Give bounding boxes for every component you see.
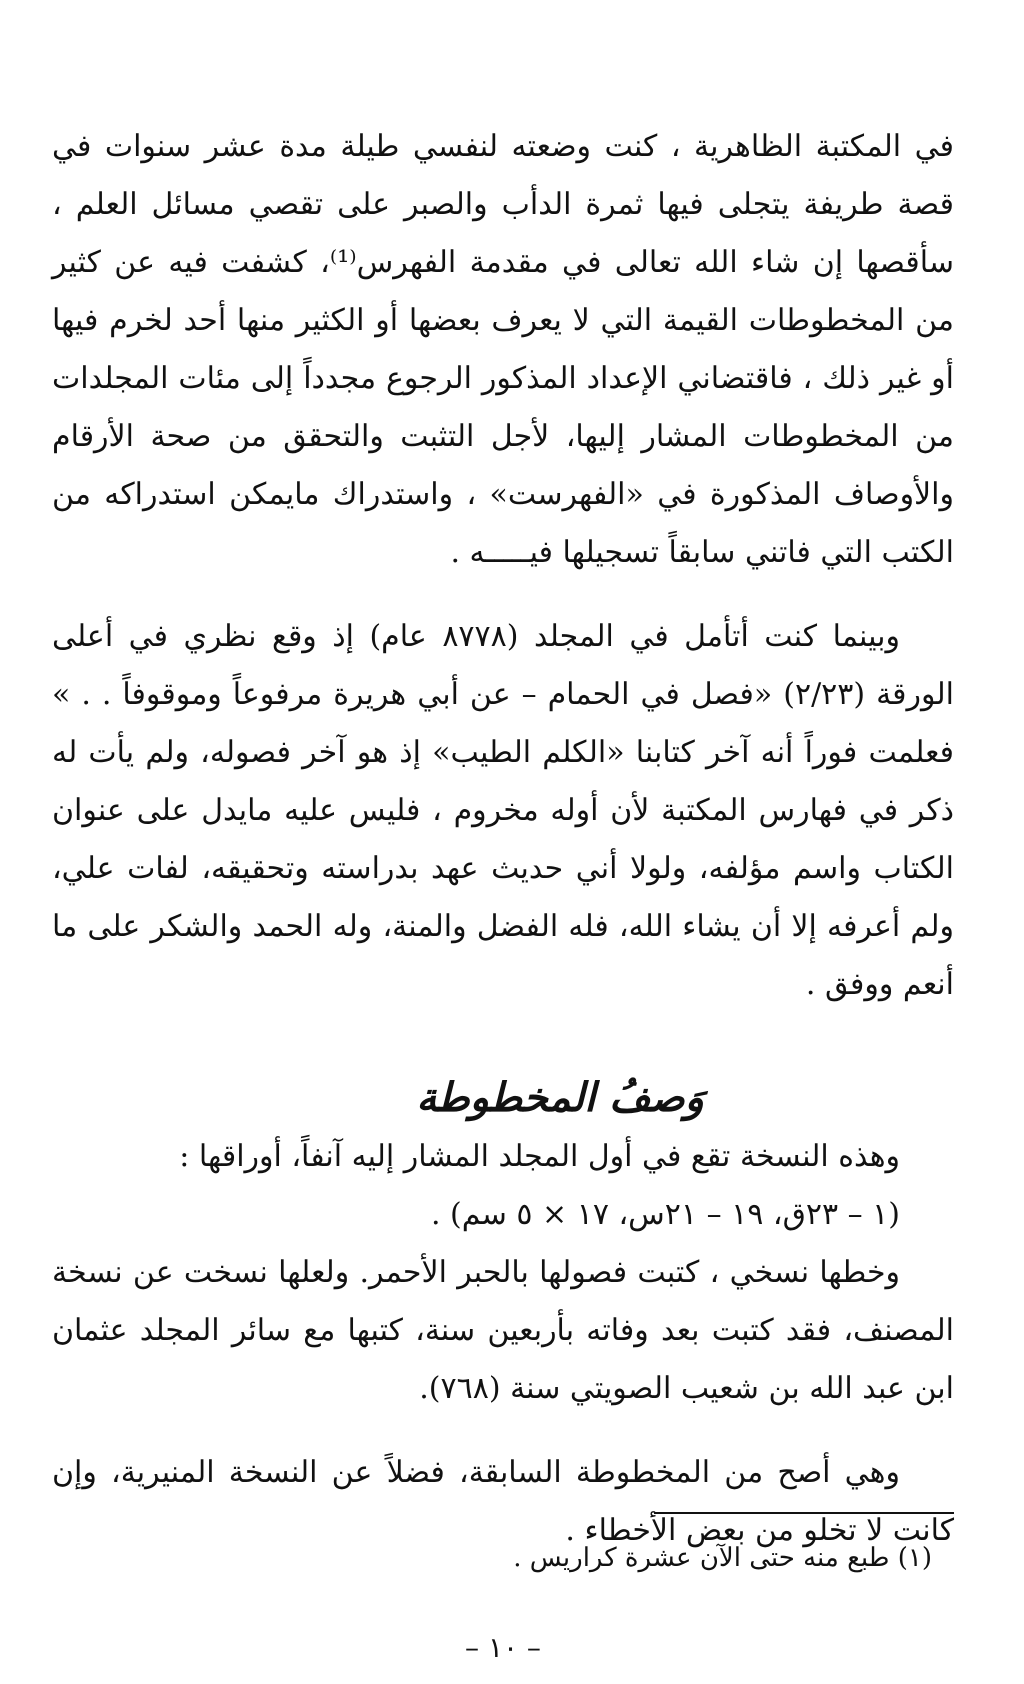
paragraph-catalogue-story: في المكتبة الظاهرية ، كنت وضعته لنفسي طيلة مدة عشر سنوات في قصة طريفة يتجلى فيها ثمرة الدأب والصبر على تقصي مسائل العلم ، سأقصها إن شاء الله تعالى في مقدمة الفهرس⁽¹⁾، كشفت فيه عن كثير من المخطوطات القيمة التي لا يعرف بعضها أو الكثير منها أحد لخرم فيها أو غير ذلك ، فاقتضاني الإعداد المذكور الرجوع مجدداً إلى مئات المجلدات من المخطوطات المشار إليها، لأجل التثبت والتحقق من صحة الأرقام والأوصاف المذكورة في «الفهرست» ، واستدراك مايمكن استدراكه من الكتب التي فاتني سابقاً تسجيلها فيـــــه .	[52, 129, 955, 570]
paragraph-leaf-dimensions: (١ – ٢٣ق، ١٩ – ٢١س، ١٧ × ٥ سم) .	[430, 1197, 900, 1232]
footnote: (١) طبع منه حتى الآن عشرة كراريس .	[513, 1543, 932, 1573]
document-page	[52, 118, 954, 1684]
section-heading-manuscript-description: وَصفُ المخطوطة	[416, 1074, 704, 1121]
paragraph-discovery: وبينما كنت أتأمل في المجلد (٨٧٧٨ عام) إذ وقع نظري في أعلى الورقة (٢/٢٣) «فصل في الحمام – عن أبي هريرة مرفوعاً وموقوفاً . . » فعلمت فوراً أنه آخر كتابنا «الكلم الطيب» إذ هو آخر فصوله، ولم يأت له ذكر في فهارس المكتبة لأن أوله مخروم ، فليس عليه مايدل على عنوان الكتاب واسم مؤلفه، ولولا أني حديث عهد بدراسته وتحقيقه، لفات علي، ولم أعرفه إلا أن يشاء الله، فله الفضل والمنة، وله الحمد والشكر على ما أنعم ووفق .	[52, 619, 954, 1002]
paragraph-accuracy: وهي أصح من المخطوطة السابقة، فضلاً عن النسخة المنيرية، وإن كانت لا تخلو من بعض الأخطاء .	[52, 1455, 954, 1548]
paragraph-copy-location: وهذه النسخة تقع في أول المجلد المشار إليه آنفاً، أوراقها :	[179, 1139, 900, 1174]
page-number: – ١٠ –	[465, 1631, 541, 1664]
footnote-divider	[654, 1512, 954, 1514]
paragraph-script-description: وخطها نسخي ، كتبت فصولها بالحبر الأحمر. ولعلها نسخت عن نسخة المصنف، فقد كتبت بعد وفاته بأربعين سنة، كتبها مع سائر المجلد عثمان ابن عبد الله بن شعيب الصويتي سنة (٧٦٨).	[52, 1255, 954, 1406]
